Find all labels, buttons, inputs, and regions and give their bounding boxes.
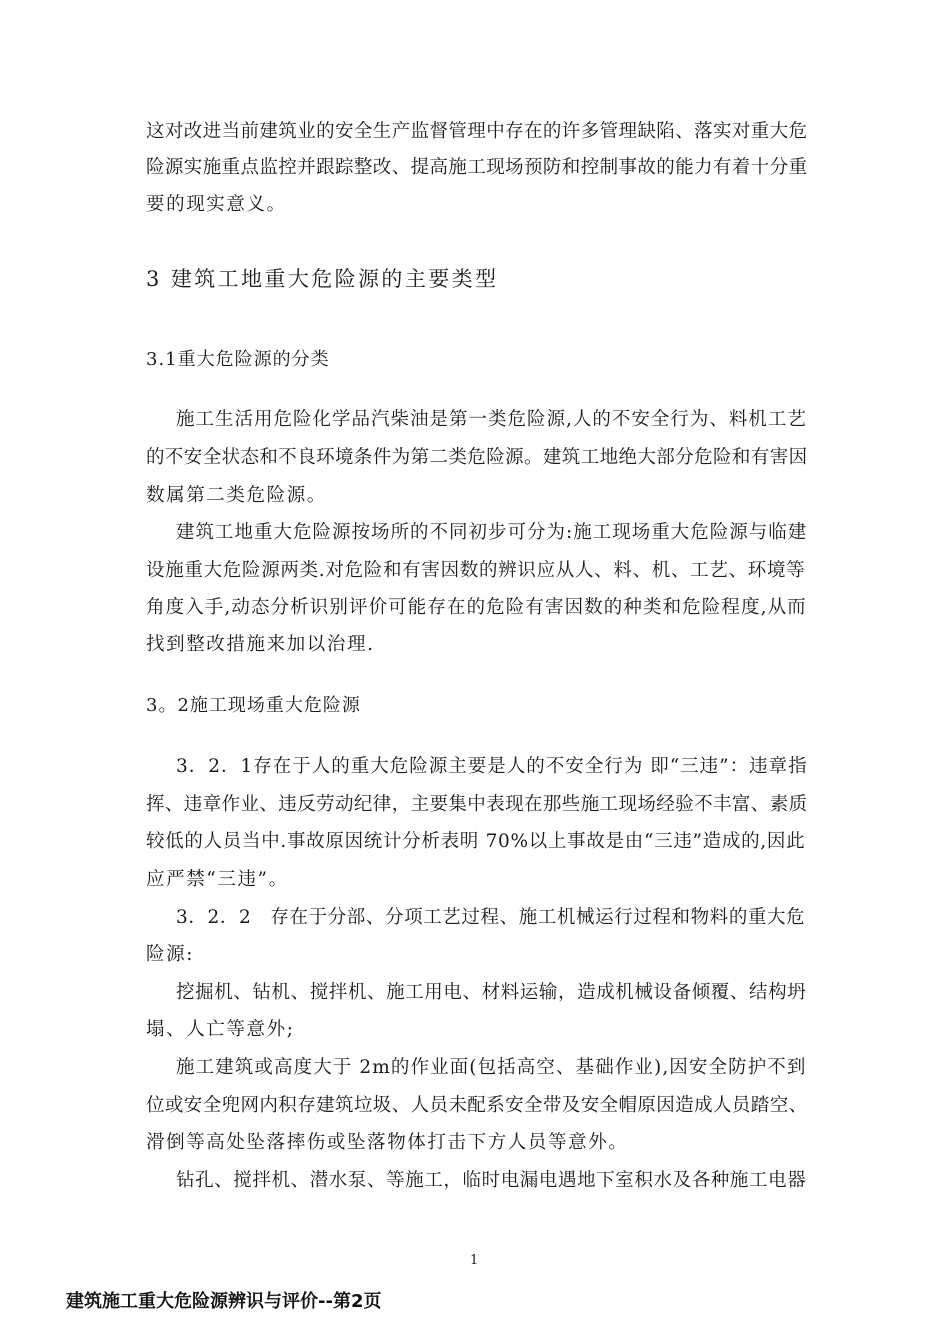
s31-p1-line-2: 的不安全状态和不良环境条件为第二类危险源。建筑工地绝大部分危险和有害因 [146, 447, 808, 468]
s31-p2-line-2: 设施重大危险源两类.对危险和有害因数的辨识应从人、料、机、工艺、环境等 [146, 560, 806, 581]
footer-title: 建筑施工重大危险源辨识与评价--第2页 [66, 1291, 382, 1312]
s31-p2-line-4: 找到整改措施来加以治理. [146, 634, 375, 655]
s32-p2-line-1: 3．2．2 存在于分部、分项工艺过程、施工机械运行过程和物料的重大危 [176, 907, 806, 928]
s31-p2-line-3: 角度入手,动态分析识别评价可能存在的危险有害因数的种类和危险程度,从而 [146, 597, 807, 618]
intro-line-2: 险源实施重点监控并跟踪整改、提高施工现场预防和控制事故的能力有着十分重 [146, 157, 808, 178]
intro-line-3: 要的现实意义。 [146, 194, 287, 215]
s32-p3-line-1: 挖掘机、钻机、搅拌机、施工用电、材料运输，造成机械设备倾覆、结构坍 [176, 982, 807, 1003]
s32-p2-line-2: 险源: [146, 944, 195, 965]
s32-p1-line-4: 应严禁“三违”。 [146, 869, 289, 890]
s31-p1-line-1: 施工生活用危险化学品汽柴油是第一类危险源,人的不安全行为、料机工艺 [176, 409, 807, 430]
intro-line-1: 这对改进当前建筑业的安全生产监督管理中存在的许多管理缺陷、落实对重大危 [146, 121, 808, 142]
section-3-2-heading: 3。2施工现场重大危险源 [146, 695, 361, 716]
s32-p1-line-1: 3．2．1存在于人的重大危险源主要是人的不安全行为 即“三违”：违章指 [176, 756, 808, 777]
s32-p4-line-1: 施工建筑或高度大于 2m的作业面(包括高空、基础作业),因安全防护不到 [176, 1057, 807, 1078]
s32-p1-line-2: 挥、违章作业、违反劳动纪律，主要集中表现在那些施工现场经验不丰富、素质 [146, 794, 808, 815]
s32-p1-line-3: 较低的人员当中.事故原因统计分析表明 70%以上事故是由“三违”造成的,因此 [146, 831, 806, 852]
s31-p2-line-1: 建筑工地重大危险源按场所的不同初步可分为:施工现场重大危险源与临建 [176, 522, 808, 543]
page-number: 1 [470, 1253, 479, 1268]
s32-p3-line-2: 塌、人亡等意外; [146, 1019, 295, 1040]
s32-p4-line-2: 位或安全兜网内积存建筑垃圾、人员未配系安全带及安全帽原因造成人员踏空、 [146, 1095, 808, 1116]
s31-p1-line-3: 数属第二类危险源。 [146, 485, 327, 506]
s32-p4-line-3: 滑倒等高处坠落摔伤或坠落物体打击下方人员等意外。 [146, 1132, 629, 1153]
section-3-heading: 3 建筑工地重大危险源的主要类型 [146, 267, 499, 291]
section-3-1-heading: 3.1重大危险源的分类 [146, 349, 330, 370]
s32-p5-line-1: 钻孔、搅拌机、潜水泵、等施工，临时电漏电遇地下室积水及各种施工电器 [176, 1170, 807, 1191]
